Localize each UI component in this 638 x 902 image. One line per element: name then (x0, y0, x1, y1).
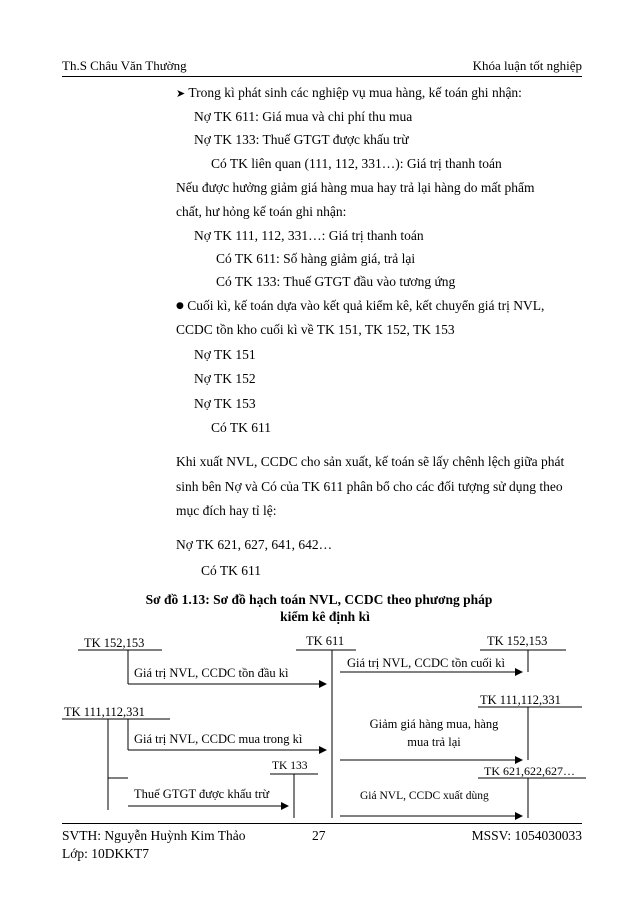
diagram-title-line2: kiểm kê định kì (280, 609, 370, 624)
text-line: Nợ TK 151 (194, 347, 256, 362)
text-line: Nợ TK 111, 112, 331…: Giá trị thanh toán (194, 228, 424, 243)
footer-page-number: 27 (312, 828, 326, 843)
issue-label: Giá NVL, CCDC xuất dùng (360, 790, 489, 802)
text-line: Có TK 133: Thuế GTGT đầu vào tương ứng (216, 274, 456, 289)
text-line: Khi xuất NVL, CCDC cho sản xuất, kế toán sẽ lấy chênh lệch giữa phát (176, 454, 565, 469)
footer-rule (62, 823, 582, 824)
text-line: Có TK 611 (201, 563, 262, 578)
text-line: Nợ TK 621, 627, 641, 642… (176, 537, 333, 552)
tk-111-right-label: TK 111,112,331 (480, 693, 561, 707)
footer-student: SVTH: Nguyễn Huỳnh Kim Thảo (62, 828, 246, 843)
tk-152-153-left-label: TK 152,153 (84, 636, 145, 650)
text-line: Nợ TK 153 (194, 396, 256, 411)
tk-611-label: TK 611 (306, 634, 345, 648)
footer-class: Lớp: 10DKKT7 (62, 846, 150, 861)
text-line: sinh bên Nợ và Có của TK 611 phân bổ cho các đối tượng sử dụng theo (176, 479, 563, 494)
round-bullet-icon: ● (176, 301, 184, 311)
text-line: mục đích hay tỉ lệ: (176, 503, 277, 518)
purchase-label: Giá trị NVL, CCDC mua trong kì (134, 732, 303, 746)
diagram-title-line1: Sơ đồ 1.13: Sơ đồ hạch toán NVL, CCDC theo phương pháp (145, 592, 493, 607)
tk-111-left-label: TK 111,112,331 (64, 705, 145, 719)
text-line: CCDC tồn kho cuối kì về TK 151, TK 152, TK 153 (176, 322, 455, 337)
text-line: Nợ TK 133: Thuế GTGT được khấu trừ (194, 132, 409, 147)
footer-mssv: MSSV: 1054030033 (471, 828, 582, 843)
text-line: Có TK 611: Số hàng giảm giá, trả lại (216, 251, 416, 266)
text-line: Trong kì phát sinh các nghiệp vụ mua hàng, kế toán ghi nhận: (188, 85, 522, 100)
header-title: Khóa luận tốt nghiệp (472, 58, 582, 73)
tk-133-label: TK 133 (272, 760, 308, 772)
text-line: Nợ TK 611: Giá mua và chi phí thu mua (194, 109, 413, 124)
opening-balance-label: Giá trị NVL, CCDC tồn đầu kì (134, 666, 289, 680)
text-line: Có TK 611 (211, 420, 272, 435)
tk-152-153-right-label: TK 152,153 (487, 634, 548, 648)
header-author: Th.S Châu Văn Thường (62, 58, 187, 73)
text-line: Nợ TK 152 (194, 371, 256, 386)
vat-label: Thuế GTGT được khấu trừ (134, 787, 270, 801)
discount-label-line2: mua trả lại (407, 735, 461, 749)
closing-balance-label: Giá trị NVL, CCDC tồn cuối kì (347, 656, 505, 670)
text-line: Có TK liên quan (111, 112, 331…): Giá trị thanh toán (211, 156, 502, 171)
arrow-bullet-icon: ➤ (176, 87, 186, 100)
tk-621-label: TK 621,622,627… (484, 764, 575, 778)
text-line: Nếu được hưởng giảm giá hàng mua hay trả lại hàng do mất phẩm (176, 180, 535, 195)
discount-label-line1: Giảm giá hàng mua, hàng (369, 717, 499, 731)
text-line: Cuối kì, kế toán dựa vào kết quả kiểm kê, kết chuyển giá trị NVL, (187, 298, 545, 313)
text-line: chất, hư hỏng kế toán ghi nhận: (176, 204, 347, 219)
